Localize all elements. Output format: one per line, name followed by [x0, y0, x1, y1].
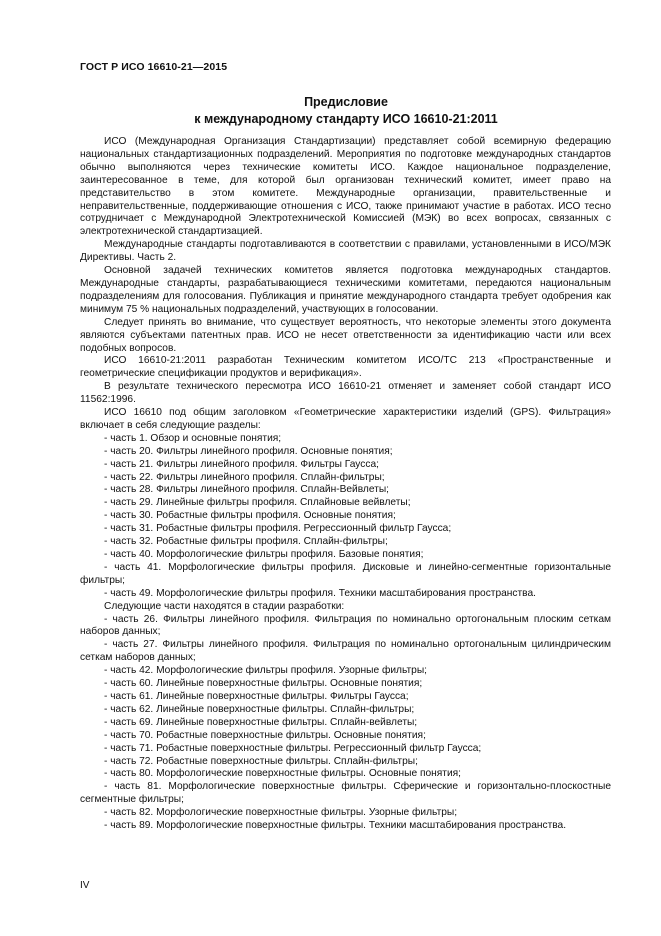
list-item: - часть 40. Морфологические фильтры профиля. Базовые понятия; — [104, 549, 424, 560]
list-item-part-81: - часть 81. Морфологические поверхностные фильтры. Сферические и горизонтально-плоскостные сегментные фильтры; — [80, 781, 611, 806]
paragraph-development-intro: Следующие части находятся в стадии разработки: — [104, 600, 345, 612]
list-item: - часть 71. Робастные поверхностные фильтры. Регрессионный фильтр Гаусса; — [104, 742, 482, 754]
paragraph-iso-intro: ИСО (Международная Организация Стандартизации) представляет собой всемирную федерацию национальных стандартизационных подразделений. Мероприятия по подготовке международных стандартов обычно выполняются через технические комитеты ИСО. Каждое национальное подразделение, заинтересованное в теме, для которой был организован технический комитет, имеет право на представительство в этом комитете. Международные организации, правительственные и неправительственные, поддерживающие отношения с ИСО, также принимают участие в работах. ИСО тесно сотрудничает с Международной Электротехнической Комиссией (МЭК) во всех вопросах, связанных с электротехнической стандартизацией. — [80, 136, 611, 238]
paragraph-revision: В результате технического пересмотра ИСО 16610-21 отменяет и заменяет собой стандарт ИСО 11562:1996. — [80, 381, 611, 406]
list-item: - часть 42. Морфологические фильтры профиля. Узорные фильтры; — [104, 665, 427, 677]
paragraph-prepared-by: ИСО 16610-21:2011 разработан Техническим комитетом ИСО/ТС 213 «Пространственные и геометрические спецификации продуктов и верификация». — [80, 355, 611, 380]
standard-code-header: ГОСТ Р ИСО 16610-21—2015 — [80, 61, 228, 73]
paragraph-patents: Следует принять во внимание, что существует вероятность, что некоторые элементы этого документа являются субъектами патентных прав. ИСО не несет ответственности за идентификацию части или всех подобных вопросов. — [80, 316, 611, 354]
list-item-part-26: - часть 26. Фильтры линейного профиля. Фильтрация по номинально ортогональным плоским сеткам наборов данных; — [80, 613, 611, 638]
list-item: - часть 80. Морфологические поверхностные фильтры. Основные понятия; — [104, 768, 462, 780]
list-item: - часть 32. Робастные фильтры профиля. Сплайн-фильтры; — [104, 536, 388, 548]
foreword-body — [80, 136, 611, 833]
paragraph-series-intro: ИСО 16610 под общим заголовком «Геометрические характеристики изделий (GPS). Фильтрация» включает в себя следующие разделы: — [80, 407, 611, 431]
page-number: IV — [80, 880, 90, 891]
list-item: - часть 62. Линейные поверхностные фильтры. Сплайн-фильтры; — [104, 703, 415, 715]
list-item: - часть 31. Робастные фильтры профиля. Регрессионный фильтр Гаусса; — [104, 523, 452, 535]
list-item: - часть 61. Линейные поверхностные фильтры. Фильтры Гаусса; — [104, 690, 409, 702]
foreword-title — [80, 94, 612, 128]
list-item: - часть 20. Фильтры линейного профиля. Основные понятия; — [104, 445, 393, 457]
list-item: - часть 22. Фильтры линейного профиля. Сплайн-фильтры; — [104, 471, 385, 483]
list-item: - часть 69. Линейные поверхностные фильтры. Сплайн-вейвлеты; — [104, 716, 418, 728]
list-item: - часть 60. Линейные поверхностные фильтры. Основные понятия; — [104, 678, 423, 690]
list-item: - часть 82. Морфологические поверхностные фильтры. Узорные фильтры; — [104, 807, 458, 819]
foreword-title-line-1: Предисловие — [304, 95, 388, 109]
paragraph-directives: Международные стандарты подготавливаются в соответствии с правилами, установленными в ИСО/МЭК Директивы. Часть 2. — [80, 239, 611, 264]
list-item: - часть 70. Робастные поверхностные фильтры. Основные понятия; — [104, 729, 426, 741]
list-item: - часть 30. Робастные фильтры профиля. Основные понятия; — [104, 510, 396, 522]
list-item: - часть 89. Морфологические поверхностные фильтры. Техники масштабирования пространства. — [104, 820, 567, 832]
list-item-part-41: - часть 41. Морфологические фильтры профиля. Дисковые и линейно-сегментные горизонтальные фильтры; — [80, 561, 611, 586]
list-item-part-27: - часть 27. Фильтры линейного профиля. Фильтрация по номинально ортогональным цилиндрическим сеткам наборов данных; — [80, 639, 611, 664]
list-item: - часть 29. Линейные фильтры профиля. Сплайновые вейвлеты; — [104, 497, 411, 509]
paragraph-committees: Основной задачей технических комитетов является подготовка международных стандартов. Международные стандарты, разрабатывающиеся техническими комитетами, передаются национальным подразделениям для голосования. Публикация и принятие международного стандарта требует одобрения как минимум 75 % национальных подразделений, участвующих в голосовании. — [80, 265, 611, 315]
list-item: - часть 1. Обзор и основные понятия; — [104, 432, 282, 444]
list-item-part-49: - часть 49. Морфологические фильтры профиля. Техники масштабирования пространства. — [104, 587, 536, 599]
foreword-title-line-2: к международному стандарту ИСО 16610-21:2011 — [194, 112, 498, 126]
list-item: - часть 21. Фильтры линейного профиля. Фильтры Гаусса; — [104, 458, 379, 470]
list-item: - часть 72. Робастные поверхностные фильтры. Сплайн-фильтры; — [104, 755, 418, 767]
list-item: - часть 28. Фильтры линейного профиля. Сплайн-Вейвлеты; — [104, 484, 390, 496]
